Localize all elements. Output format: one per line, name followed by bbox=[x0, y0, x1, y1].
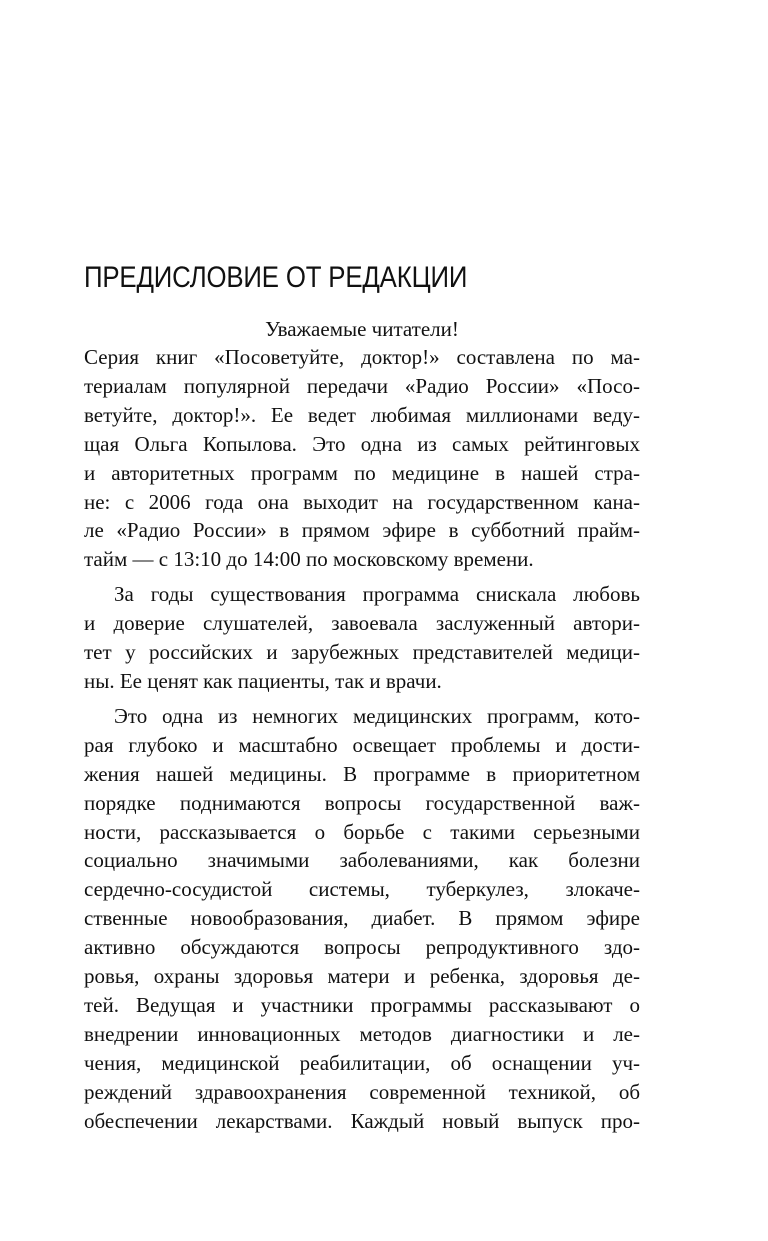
text-line: тет у российских и зарубежных представителей медици- bbox=[84, 640, 640, 665]
text-line: сердечно-сосудистой системы, туберкулез, злокаче- bbox=[84, 877, 640, 902]
text-line: реждений здравоохранения современной техникой, об bbox=[84, 1079, 640, 1104]
text-line: ровья, охраны здоровья матери и ребенка, здоровья де- bbox=[84, 964, 640, 989]
paragraph bbox=[84, 580, 640, 696]
text-line: ственные новообразования, диабет. В прямом эфире bbox=[84, 906, 640, 931]
greeting: Уважаемые читатели! bbox=[265, 317, 459, 341]
text-line: ны. Ее ценят как пациенты, так и врачи. bbox=[84, 668, 442, 693]
text-line: териалам популярной передачи «Радио России» «Посо- bbox=[84, 373, 640, 398]
text-line: жения нашей медицины. В программе в приоритетном bbox=[84, 761, 640, 786]
text-line: щая Ольга Копылова. Это одна из самых рейтинговых bbox=[84, 431, 640, 456]
paragraph bbox=[84, 702, 640, 1136]
text-line: обеспечении лекарствами. Каждый новый выпуск про- bbox=[84, 1108, 640, 1133]
text-line: порядке поднимаются вопросы государственной важ- bbox=[84, 790, 640, 815]
text-line: Это одна из немногих медицинских программ, кото- bbox=[114, 703, 640, 728]
text-line: чения, медицинской реабилитации, об оснащении уч- bbox=[84, 1050, 640, 1075]
text-line: тей. Ведущая и участники программы рассказывают о bbox=[84, 992, 640, 1017]
text-line: активно обсуждаются вопросы репродуктивного здо- bbox=[84, 935, 640, 960]
text-line: ветуйте, доктор!». Ее ведет любимая миллионами веду- bbox=[84, 402, 640, 427]
text-line: ле «Радио России» в прямом эфире в субботний прайм- bbox=[84, 518, 640, 543]
text-line: тайм — с 13:10 до 14:00 по московскому времени. bbox=[84, 547, 534, 572]
text-line: и доверие слушателей, завоевала заслуженный автори- bbox=[84, 611, 640, 636]
chapter-heading: ПРЕДИСЛОВИЕ ОТ РЕДАКЦИИ bbox=[84, 261, 468, 294]
text-line: не: с 2006 года она выходит на государственном кана- bbox=[84, 489, 640, 514]
text-line: и авторитетных программ по медицине в нашей стра- bbox=[84, 460, 640, 485]
paragraph bbox=[84, 343, 640, 574]
body-text bbox=[84, 343, 640, 1135]
text-line: Серия книг «Посоветуйте, доктор!» составлена по ма- bbox=[84, 345, 640, 369]
text-line: За годы существования программа снискала любовь bbox=[114, 582, 640, 607]
text-line: социально значимыми заболеваниями, как болезни bbox=[84, 848, 640, 873]
text-line: внедрении инновационных методов диагностики и ле- bbox=[84, 1021, 640, 1046]
text-line: ности, рассказывается о борьбе с такими серьезными bbox=[84, 819, 640, 844]
text-line: рая глубоко и масштабно освещает проблемы и дости- bbox=[84, 732, 640, 757]
